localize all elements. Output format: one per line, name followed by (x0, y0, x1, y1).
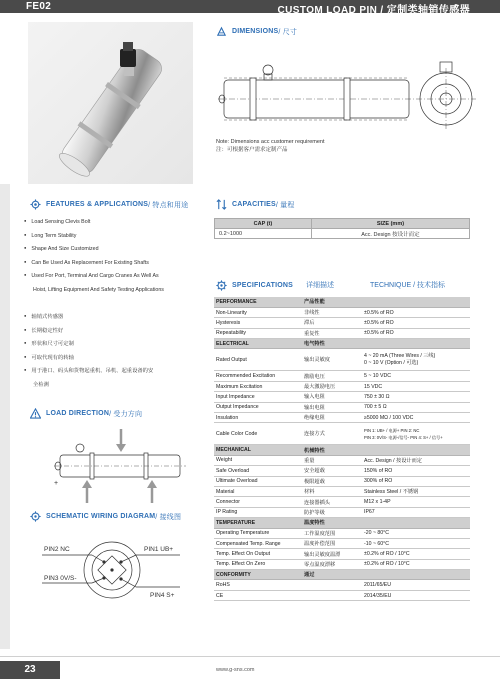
spec-value: 150% of RO (362, 466, 470, 476)
spec-name-cn: 激励电压 (302, 371, 362, 381)
feature-item: ● Can Be Used As Replacement For Existing Shafts (24, 256, 164, 270)
spec-value: 15 VDC (362, 381, 470, 391)
page-title: CUSTOM LOAD PIN / 定制类轴销传感器 (277, 5, 470, 16)
spec-group-row (214, 339, 470, 349)
table-row (214, 590, 470, 600)
spec-name: Input Impedance (214, 392, 302, 402)
spec-name-cn: 温度补偿范围 (302, 538, 362, 548)
spec-name: IP Rating (214, 507, 302, 517)
spec-name: Temp. Effect On Output (214, 549, 302, 559)
size-value: Acc. Design 按设计而定 (311, 229, 469, 239)
table-row (214, 413, 470, 423)
spec-value: 2011/65/EU (362, 580, 470, 590)
table-row (214, 507, 470, 517)
features-heading-en: FEATURES & APPLICATIONS (46, 201, 149, 208)
spec-group-row (214, 570, 470, 580)
spec-group-row (214, 297, 470, 307)
table-row (214, 538, 470, 548)
load-direction-diagram (50, 425, 190, 505)
load-plus-symbol: + (53, 480, 59, 487)
spec-name-cn: 重复性 (302, 328, 362, 338)
spec-name: Weight (214, 455, 302, 465)
footer-divider (0, 656, 500, 657)
model-code: FE02 (26, 1, 52, 12)
spec-name-cn: 最大激励电压 (302, 381, 362, 391)
pin3-label: PIN3 0V/S- (44, 575, 77, 582)
table-row (214, 328, 470, 338)
left-accent-bar (0, 184, 10, 649)
load-direction-heading-cn: / 受力方向 (109, 410, 143, 418)
table-row (214, 549, 470, 559)
spec-name-cn: 绝缘电阻 (302, 413, 362, 423)
product-photo (28, 22, 193, 184)
spec-name-cn: 温度特性 (302, 518, 362, 528)
table-row (214, 455, 470, 465)
table-row (214, 402, 470, 412)
spec-value: Acc. Design / 按设计而定 (362, 455, 470, 465)
table-row (214, 349, 470, 371)
table-row (214, 307, 470, 317)
spec-name-cn: 工作温度范围 (302, 528, 362, 538)
capacities-table (214, 218, 470, 239)
cap-value: 0.2~1000 (215, 229, 312, 239)
wiring-icon (30, 511, 41, 522)
spec-value (362, 445, 470, 455)
spec-value-line: 0 ~ 10 V (Option / 可选) (364, 359, 419, 366)
table-row (214, 497, 470, 507)
load-pin-image (28, 22, 193, 184)
spec-name: Output Impedance (214, 402, 302, 412)
spec-name-cn: 极限超载 (302, 476, 362, 486)
spec-description-label: 详细描述 (306, 282, 334, 289)
size-column-header: SIZE (mm) (311, 219, 469, 229)
spec-value: ±0.2% of RO / 10°C (362, 559, 470, 569)
table-row (214, 371, 470, 381)
spec-name: Repeatability (214, 328, 302, 338)
spec-value: 750 ± 30 Ω (362, 392, 470, 402)
spec-technique-label: TECHNIQUE / 技术指标 (370, 282, 446, 289)
spec-name: MECHANICAL (214, 445, 302, 455)
spec-name-cn: 非线性 (302, 307, 362, 317)
pin4-label: PIN4 S+ (150, 592, 175, 599)
spec-value: ≥5000 MΩ / 100 VDC (362, 413, 470, 423)
wiring-heading (30, 511, 181, 522)
spec-name-cn: 输出电阻 (302, 402, 362, 412)
pin1-label: PIN1 UB+ (144, 546, 174, 553)
spec-value: 2014/35/EU (362, 590, 470, 600)
dimensions-heading-en: DIMENSIONS (232, 28, 279, 35)
dimensions-note (216, 138, 325, 154)
cap-column-header: CAP (t) (215, 219, 312, 229)
spec-name: Hysteresis (214, 318, 302, 328)
spec-name: Operating Temperature (214, 528, 302, 538)
spec-value (362, 339, 470, 349)
spec-name-cn: 连接方式 (302, 423, 362, 445)
spec-value (362, 423, 470, 445)
spec-value: -20 ~ 80°C (362, 528, 470, 538)
header-bar (0, 0, 500, 16)
dimensions-heading (216, 26, 297, 37)
table-row (214, 476, 470, 486)
spec-name-cn: 机械特性 (302, 445, 362, 455)
wiring-diagram (40, 530, 200, 612)
spec-value-line: PIN 1: UB+ / 电源+ PIN 2: NC (364, 427, 420, 433)
load-direction-heading (30, 408, 142, 419)
table-row (214, 486, 470, 496)
spec-name-cn: 材料 (302, 486, 362, 496)
spec-name-cn: 零点温度漂移 (302, 559, 362, 569)
spec-name-cn: 输出灵敏度温漂 (302, 549, 362, 559)
wiring-heading-en: SCHEMATIC WIRING DIAGRAM (46, 513, 156, 520)
table-row (214, 423, 470, 445)
feature-item-cn: ● 用于港口、码头和货物起重机、吊机、起重设备的安 (24, 364, 164, 378)
spec-value: ±0.5% of RO (362, 328, 470, 338)
feature-item-cn: ● 长期稳定性好 (24, 324, 164, 338)
spec-value (362, 349, 470, 371)
dimension-drawing (214, 58, 476, 136)
table-row (215, 229, 470, 239)
spec-name-cn (302, 580, 362, 590)
spec-name: ELECTRICAL (214, 339, 302, 349)
feature-item: ● Long Term Stability (24, 229, 164, 243)
spec-name-cn: 产品性能 (302, 297, 362, 307)
specifications-table (214, 297, 470, 601)
features-list (24, 215, 164, 391)
spec-name: CE (214, 590, 302, 600)
spec-value: -10 ~ 60°C (362, 538, 470, 548)
table-row (214, 580, 470, 590)
feature-item: ● Used For Port, Terminal And Cargo Cranes As Well As (24, 269, 164, 283)
spec-name-cn: 电气特性 (302, 339, 362, 349)
spec-name-cn: 输入电阻 (302, 392, 362, 402)
spec-name-cn: 输出灵敏度 (302, 349, 362, 371)
spec-value: 300% of RO (362, 476, 470, 486)
capacities-heading (216, 199, 295, 210)
spec-value: M12 x 1-4P (362, 497, 470, 507)
page-number: 23 (0, 661, 60, 679)
spec-value (362, 518, 470, 528)
load-direction-heading-en: LOAD DIRECTION (46, 410, 110, 417)
spec-value (362, 297, 470, 307)
spec-name: Rated Output (214, 349, 302, 371)
capacities-heading-en: CAPACITIES (232, 201, 276, 208)
spec-value-line: PIN 3: 0V/S- 电源-/信号- PIN 4: S+ / 信号+ (364, 434, 443, 440)
feature-item: ● Load Sensing Clevis Bolt (24, 215, 164, 229)
spec-value: ±0.5% of RO (362, 307, 470, 317)
spec-name: Temp. Effect On Zero (214, 559, 302, 569)
table-row (214, 381, 470, 391)
feature-item-cn: ● 可取代现有的转轴 (24, 351, 164, 365)
spec-value: Stainless Steel / 不锈钢 (362, 486, 470, 496)
wiring-heading-cn: / 接线图 (155, 513, 182, 521)
warning-icon (30, 408, 41, 419)
spec-name: Maximum Excitation (214, 381, 302, 391)
spec-name: Recommended Excitation (214, 371, 302, 381)
specifications-heading-en: SPECIFICATIONS (232, 282, 294, 289)
gear-icon (30, 199, 41, 210)
spec-value: 5 ~ 10 VDC (362, 371, 470, 381)
dimensions-heading-cn: / 尺寸 (278, 28, 298, 36)
spec-name-cn: 安全超载 (302, 466, 362, 476)
table-row (214, 528, 470, 538)
spec-name-cn: 重量 (302, 455, 362, 465)
features-heading (30, 199, 188, 210)
spec-name: Cable Color Code (214, 423, 302, 445)
table-row (214, 559, 470, 569)
spec-group-row (214, 518, 470, 528)
specifications-heading (216, 280, 293, 291)
spec-name: Compensated Temp. Range (214, 538, 302, 548)
dimensions-note-en: Note: Dimensions acc customer requirement (216, 139, 325, 145)
capacities-heading-cn: / 量程 (275, 201, 295, 209)
footer-url: www.g-sns.com (216, 667, 255, 673)
spec-name: Ultimate Overload (214, 476, 302, 486)
feature-item-cn: ● 形状和尺寸可定制 (24, 337, 164, 351)
spec-group-row (214, 445, 470, 455)
dimensions-note-cn: 注：可根据客户需求定制产品 (216, 147, 288, 153)
spec-value: IP67 (362, 507, 470, 517)
feature-item: ● Shape And Size Customized (24, 242, 164, 256)
table-row (214, 466, 470, 476)
spec-value-line: 4 ~ 20 mA (Three Wires / 三线) (364, 352, 436, 359)
spec-value: ±0.5% of RO (362, 318, 470, 328)
spec-value: 700 ± 5 Ω (362, 402, 470, 412)
spec-name: PERFORMANCE (214, 297, 302, 307)
spec-name-cn: 滞后 (302, 318, 362, 328)
spec-name-cn: 防护等级 (302, 507, 362, 517)
spec-name-cn: 通过 (302, 570, 362, 580)
arrows-icon (216, 199, 227, 210)
spec-value: ±0.2% of RO / 10°C (362, 549, 470, 559)
spec-name: Material (214, 486, 302, 496)
features-heading-cn: / 特点和用途 (148, 201, 189, 209)
spec-name-cn: 连接器插头 (302, 497, 362, 507)
spec-name: TEMPERATURE (214, 518, 302, 528)
table-row (214, 392, 470, 402)
spec-value (362, 570, 470, 580)
feature-item-continued: Hoist, Lifting Equipment And Safety Testing Applications (33, 286, 164, 293)
pin2-label: PIN2 NC (44, 546, 70, 553)
capacities-header-row (215, 219, 470, 229)
spec-name: RoHS (214, 580, 302, 590)
feature-item-cn: ● 轴销式传感器 (24, 310, 164, 324)
spec-name-cn (302, 590, 362, 600)
spec-name: Connector (214, 497, 302, 507)
spec-name: Safe Overload (214, 466, 302, 476)
ruler-icon (216, 26, 227, 37)
settings-icon (216, 280, 227, 291)
feature-item-cn-continued: 全检测 (33, 381, 49, 388)
spec-name: Insulation (214, 413, 302, 423)
spec-name: CONFORMITY (214, 570, 302, 580)
table-row (214, 318, 470, 328)
spec-name: Non-Linearity (214, 307, 302, 317)
